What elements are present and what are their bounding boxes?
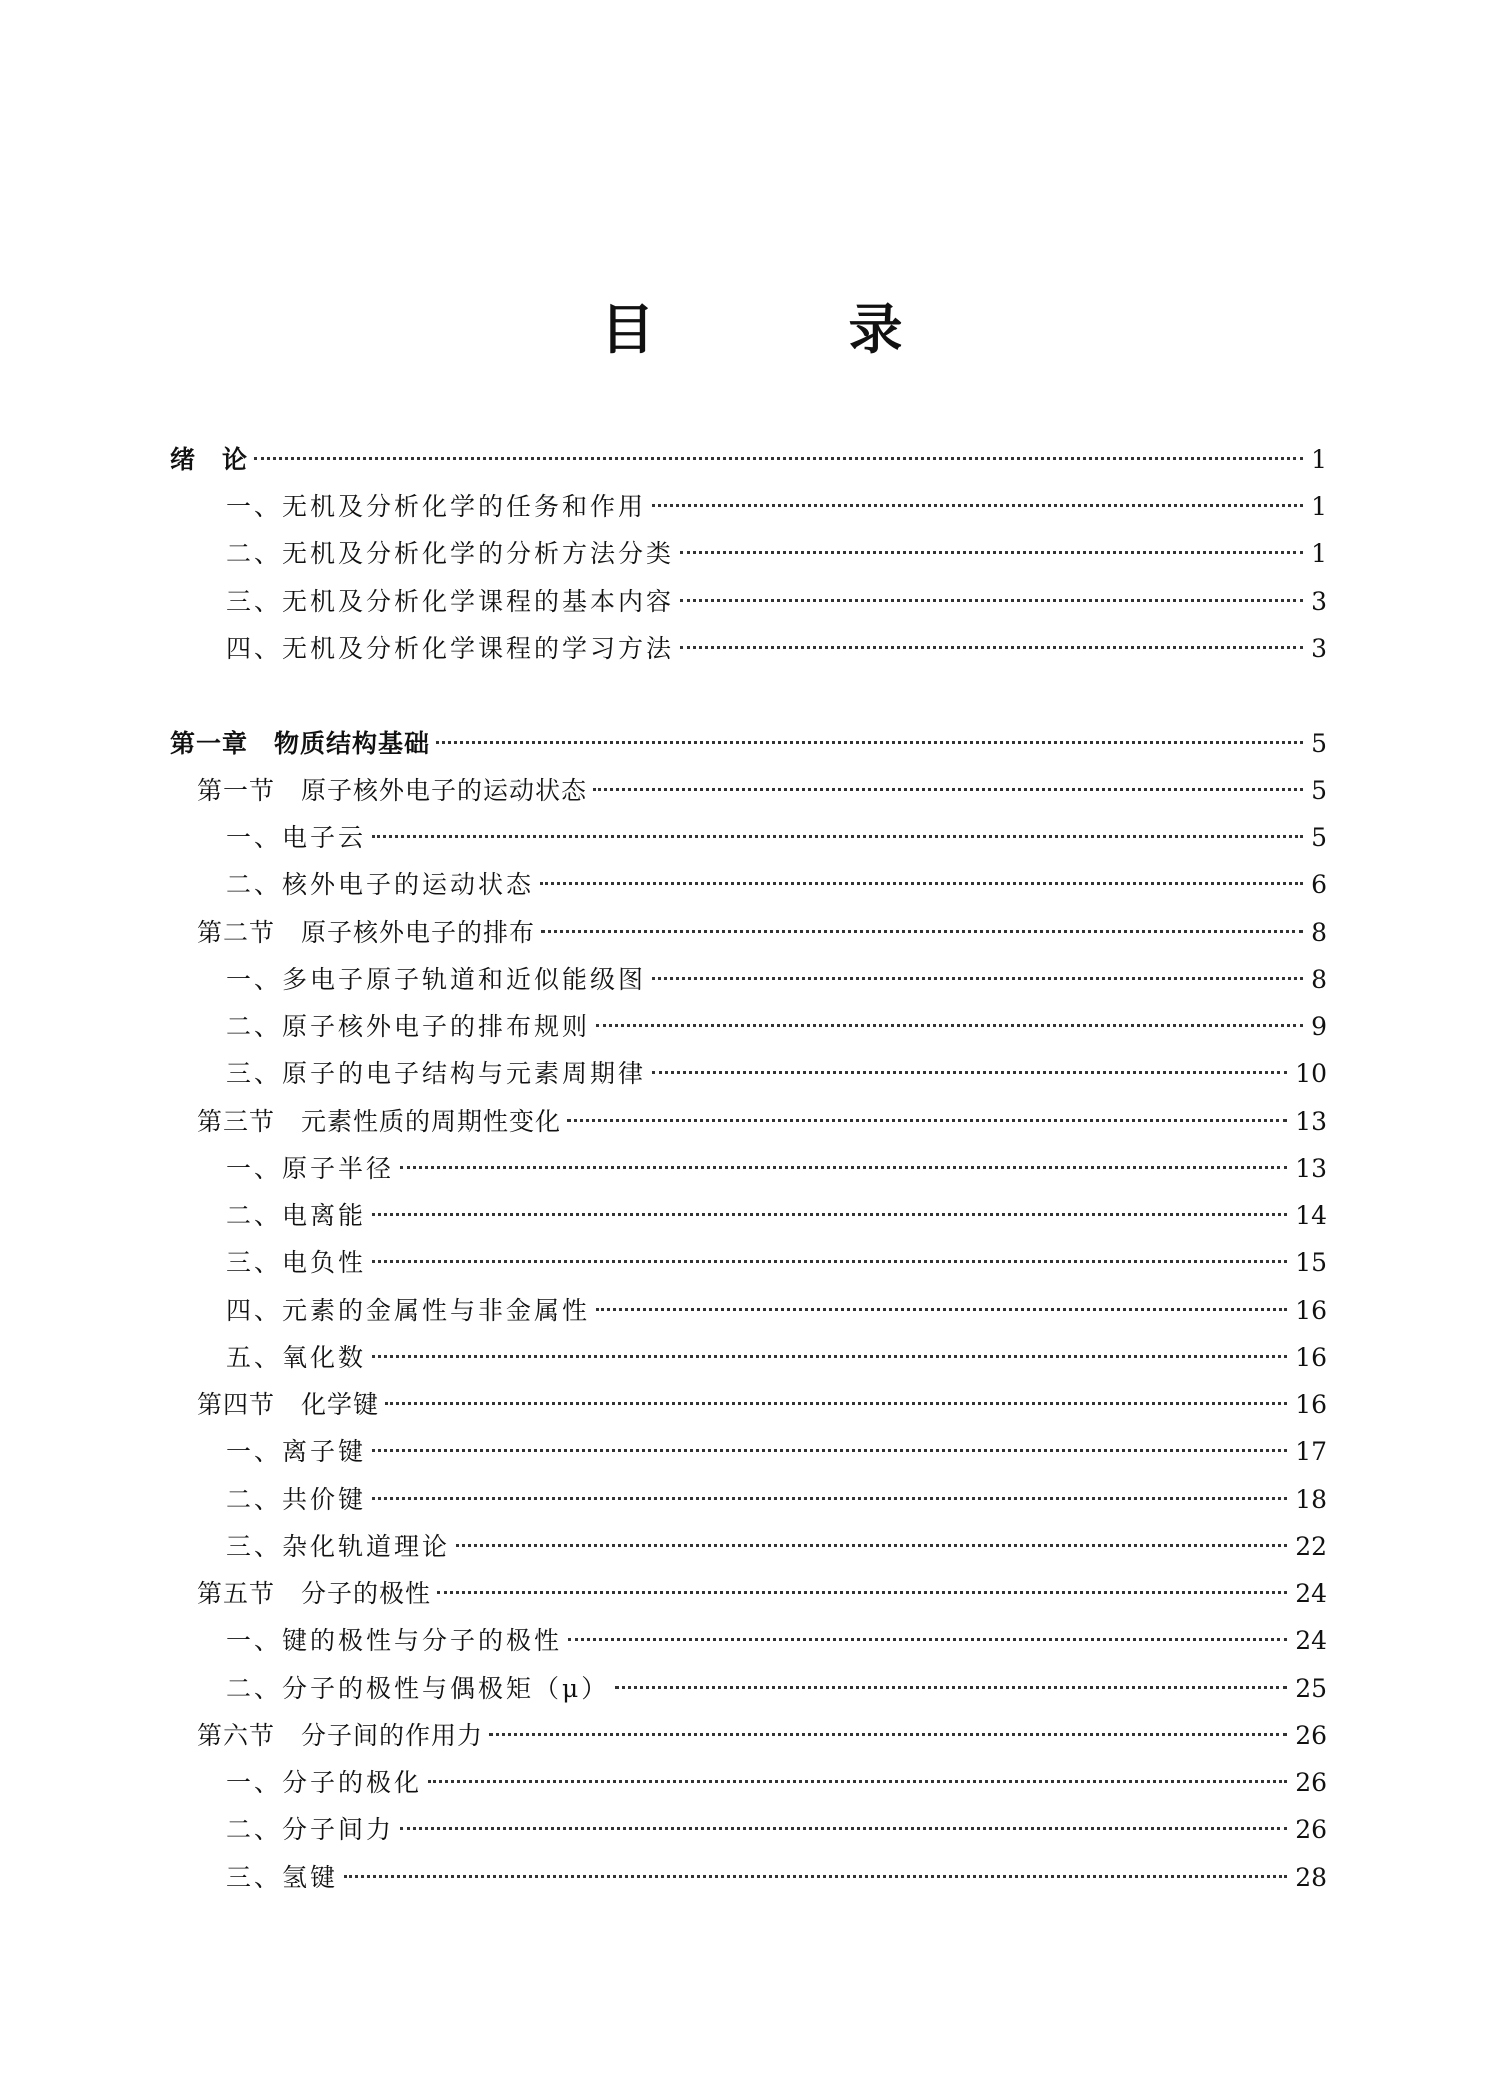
toc-entry-label: 第六节 分子间的作用力 [197,1721,484,1750]
toc-item-row[interactable] [226,1763,1327,1803]
toc-item-row[interactable] [226,818,1327,858]
toc-item-row[interactable] [226,629,1327,669]
toc-item-row[interactable] [226,487,1327,527]
toc-leader-dots [596,1308,1287,1311]
toc-entry-label: 一、无机及分析化学的任务和作用 [226,492,647,521]
toc-leader-dots [567,1119,1287,1122]
toc-page-number: 8 [1311,965,1327,994]
toc-leader-dots [400,1166,1287,1169]
toc-item-row[interactable] [226,1432,1327,1472]
toc-section-row[interactable] [197,913,1327,953]
toc-leader-dots [372,835,1303,838]
toc-page-number: 17 [1295,1437,1327,1466]
toc-item-row[interactable] [226,1291,1327,1331]
toc-page-number: 24 [1295,1579,1327,1608]
toc-section-row[interactable] [197,1385,1327,1425]
toc-page-number: 1 [1311,539,1327,568]
toc-page-number: 5 [1311,823,1327,852]
toc-page-number: 16 [1295,1390,1327,1419]
toc-entry-label: 第二节 原子核外电子的排布 [197,918,536,947]
toc-leader-dots [593,788,1303,791]
toc-entry-label: 四、无机及分析化学课程的学习方法 [226,634,675,663]
toc-item-row[interactable] [226,960,1327,1000]
toc-section-row[interactable] [197,1102,1327,1142]
toc-page-number: 16 [1295,1296,1327,1325]
toc-leader-dots [456,1544,1287,1547]
toc-chapter-row[interactable] [170,724,1327,764]
toc-entry-label: 一、键的极性与分子的极性 [226,1626,563,1655]
toc-leader-dots [680,646,1303,649]
toc-page-number: 3 [1311,634,1327,663]
toc-leader-dots [436,741,1303,744]
toc-item-row[interactable] [226,1338,1327,1378]
page-title: 目 录 [600,298,973,361]
toc-page-number: 22 [1295,1532,1327,1561]
toc-item-row[interactable] [226,1196,1327,1236]
toc-page-number: 28 [1295,1863,1327,1892]
toc-item-row[interactable] [226,1621,1327,1661]
toc-page-number: 6 [1311,870,1327,899]
toc-item-row[interactable] [226,1858,1327,1898]
toc-entry-label: 二、分子间力 [226,1815,395,1844]
toc-entry-label: 三、原子的电子结构与元素周期律 [226,1059,647,1088]
toc-entry-label: 一、分子的极化 [226,1768,423,1797]
toc-entry-label: 二、共价键 [226,1485,367,1514]
toc-entry-label: 一、多电子原子轨道和近似能级图 [226,965,647,994]
toc-leader-dots [372,1449,1287,1452]
toc-item-row[interactable] [226,865,1327,905]
toc-entry-label: 二、电离能 [226,1201,367,1230]
toc-leader-dots [541,930,1303,933]
toc-page-number: 18 [1295,1485,1327,1514]
toc-page-number: 14 [1295,1201,1327,1230]
toc-page-number: 24 [1295,1626,1327,1655]
toc-page-number: 16 [1295,1343,1327,1372]
toc-item-row[interactable] [226,1527,1327,1567]
toc-leader-dots [254,457,1303,460]
toc-item-row[interactable] [226,1243,1327,1283]
toc-page-number: 25 [1295,1674,1327,1703]
toc-page-number: 26 [1295,1768,1327,1797]
toc-entry-label: 三、氢键 [226,1863,339,1892]
toc-section-row[interactable] [197,1716,1327,1756]
toc-page-number: 15 [1295,1248,1327,1277]
toc-entry-label: 二、无机及分析化学的分析方法分类 [226,539,675,568]
toc-page-number: 8 [1311,918,1327,947]
toc-leader-dots [652,977,1303,980]
toc-leader-dots [372,1213,1287,1216]
toc-leader-dots [540,882,1303,885]
toc-page-number: 26 [1295,1721,1327,1750]
toc-leader-dots [372,1355,1287,1358]
toc-entry-label: 一、离子键 [226,1437,367,1466]
toc-page-number: 9 [1311,1012,1327,1041]
toc-page-number: 3 [1311,587,1327,616]
toc-entry-label: 四、元素的金属性与非金属性 [226,1296,591,1325]
toc-page-number: 5 [1311,776,1327,805]
toc-item-row[interactable] [226,1007,1327,1047]
toc-item-row[interactable] [226,1149,1327,1189]
toc-leader-dots [489,1733,1287,1736]
toc-leader-dots [400,1827,1287,1830]
toc-item-row[interactable] [226,1480,1327,1520]
toc-item-row[interactable] [226,534,1327,574]
toc-leader-dots [372,1260,1287,1263]
toc-entry-label: 第五节 分子的极性 [197,1579,432,1608]
toc-entry-label: 五、氧化数 [226,1343,367,1372]
toc-section-row[interactable] [197,1574,1327,1614]
toc-leader-dots [652,1071,1287,1074]
toc-entry-label: 一、电子云 [226,823,367,852]
toc-leader-dots [437,1591,1287,1594]
toc-chapter-row[interactable] [170,440,1327,480]
toc-entry-label: 三、杂化轨道理论 [226,1532,451,1561]
toc-page-number: 26 [1295,1815,1327,1844]
toc-entry-label: 第四节 化学键 [197,1390,380,1419]
toc-item-row[interactable] [226,582,1327,622]
toc-entry-label: 一、原子半径 [226,1154,395,1183]
toc-entry-label: 三、电负性 [226,1248,367,1277]
toc-entry-label: 第一章 物质结构基础 [170,729,431,758]
toc-item-row[interactable] [226,1054,1327,1094]
toc-leader-dots [615,1686,1287,1689]
toc-leader-dots [596,1024,1303,1027]
toc-entry-label: 绪 论 [170,445,249,474]
toc-page-number: 1 [1311,492,1327,521]
toc-leader-dots [680,599,1303,602]
toc-entry-label: 第一节 原子核外电子的运动状态 [197,776,588,805]
toc-leader-dots [344,1875,1287,1878]
toc-entry-label: 二、分子的极性与偶极矩（μ） [226,1674,610,1703]
toc-page-number: 1 [1311,445,1327,474]
toc-leader-dots [372,1497,1287,1500]
toc-entry-label: 二、原子核外电子的排布规则 [226,1012,591,1041]
toc-entry-label: 第三节 元素性质的周期性变化 [197,1107,562,1136]
toc-leader-dots [652,504,1303,507]
toc-section-row[interactable] [197,771,1327,811]
toc-leader-dots [385,1402,1287,1405]
toc-page-number: 5 [1311,729,1327,758]
toc-leader-dots [680,551,1303,554]
toc-leader-dots [428,1780,1287,1783]
toc-page-number: 13 [1295,1107,1327,1136]
toc-page-number: 13 [1295,1154,1327,1183]
toc-item-row[interactable] [226,1669,1327,1709]
toc-page-number: 10 [1295,1059,1327,1088]
toc-item-row[interactable] [226,1810,1327,1850]
toc-entry-label: 三、无机及分析化学课程的基本内容 [226,587,675,616]
toc-entry-label: 二、核外电子的运动状态 [226,870,535,899]
toc-leader-dots [568,1638,1287,1641]
